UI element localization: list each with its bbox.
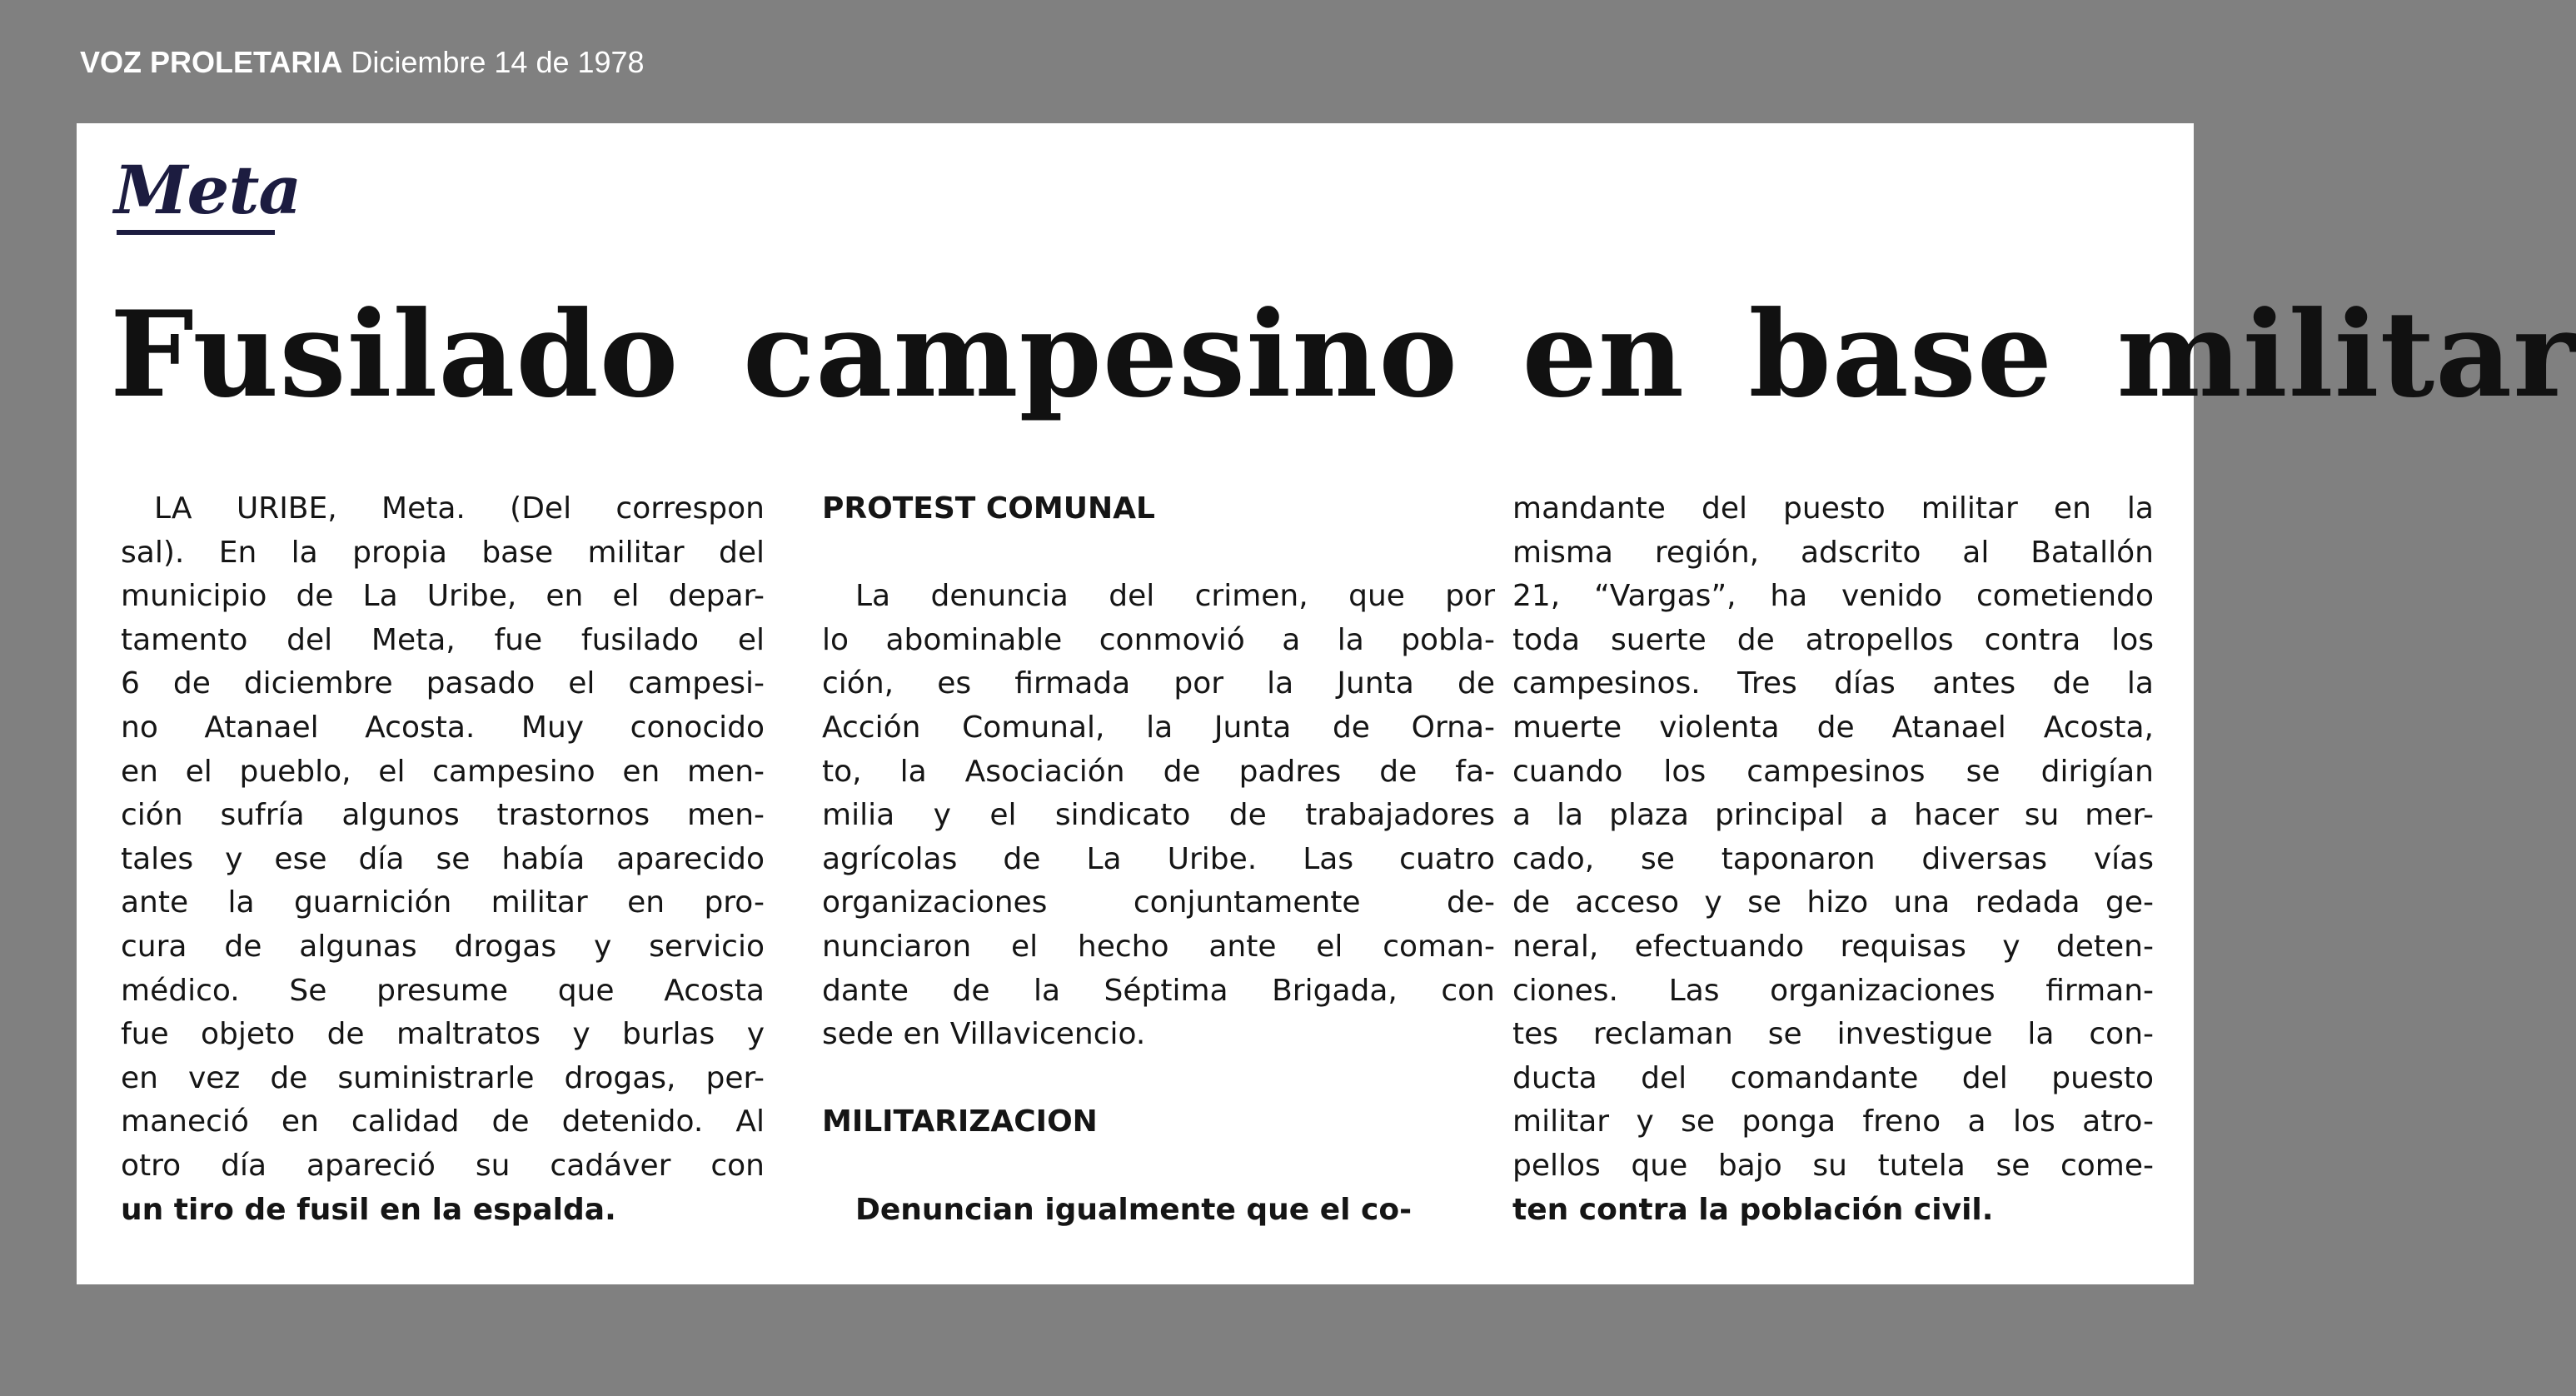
body-line: LA URIBE, Meta. (Del correspon — [154, 491, 765, 526]
body-line: tes reclaman se investigue la con- — [1512, 1017, 2154, 1052]
body-line: campesinos. Tres días antes de la — [1512, 666, 2154, 701]
body-line: cuando los campesinos se dirigían — [1512, 754, 2154, 789]
newspaper-clipping — [77, 123, 2576, 1284]
body-line: médico. Se presume que Acosta — [121, 973, 765, 1008]
body-line: agrícolas de La Uribe. Las cuatro — [822, 841, 1495, 876]
article-column-1 — [121, 487, 765, 1232]
article-column-2 — [822, 487, 1495, 1232]
subhead-militarizacion: MILITARIZACION — [822, 1104, 1098, 1139]
body-line: militar y se ponga freno a los atro- — [1512, 1104, 2154, 1139]
body-line: neral, efectuando requisas y deten- — [1512, 929, 2154, 964]
body-line: sal). En la propia base militar del — [121, 535, 765, 570]
body-line: ción, es firmada por la Junta de — [822, 666, 1495, 701]
body-line: milia y el sindicato de trabajadores — [822, 798, 1495, 833]
paragraph-spacer — [822, 1057, 1495, 1101]
body-line: ción sufría algunos trastornos men- — [121, 798, 765, 833]
body-line: lo abominable conmovió a la pobla- — [822, 622, 1495, 657]
publication-caption — [80, 45, 645, 80]
body-line: en el pueblo, el campesino en men- — [121, 754, 765, 789]
publication-name: VOZ PROLETARIA — [80, 45, 343, 79]
section-underline — [117, 230, 275, 235]
body-line: 21, “Vargas”, ha venido cometiendo — [1512, 579, 2154, 614]
body-line: municipio de La Uribe, en el depar- — [121, 579, 765, 614]
body-line: mandante del puesto militar en la — [1512, 491, 2154, 526]
body-line: maneció en calidad de detenido. Al — [121, 1104, 765, 1139]
subhead-protesta-comunal: PROTEST COMUNAL — [822, 491, 1155, 526]
body-line: ciones. Las organizaciones firman- — [1512, 973, 2154, 1008]
body-line: cado, se taponaron diversas vías — [1512, 841, 2154, 876]
body-line: dante de la Séptima Brigada, con — [822, 973, 1495, 1008]
article-column-3 — [1512, 487, 2154, 1232]
body-line: Denuncian igualmente que el co- — [855, 1192, 1413, 1227]
paragraph-spacer — [822, 531, 1495, 576]
section-label: Meta — [114, 151, 301, 229]
body-line: to, la Asociación de padres de fa- — [822, 754, 1495, 789]
body-line: otro día apareció su cadáver con — [121, 1148, 765, 1183]
body-line: tamento del Meta, fue fusilado el — [121, 622, 765, 657]
body-line: Acción Comunal, la Junta de Orna- — [822, 710, 1495, 745]
body-line: cura de algunas drogas y servicio — [121, 929, 765, 964]
body-line: de acceso y se hizo una redada ge- — [1512, 885, 2154, 920]
body-line: sede en Villavicencio. — [822, 1017, 1146, 1052]
body-line: fue objeto de maltratos y burlas y — [121, 1017, 765, 1052]
publication-date: Diciembre 14 de 1978 — [351, 45, 645, 79]
body-line: un tiro de fusil en la espalda. — [121, 1192, 616, 1227]
body-line: organizaciones conjuntamente de- — [822, 885, 1495, 920]
body-line: no Atanael Acosta. Muy conocido — [121, 710, 765, 745]
headline: Fusilado campesino en base militar — [110, 286, 2576, 424]
body-line: pellos que bajo su tutela se come- — [1512, 1148, 2154, 1183]
body-line: muerte violenta de Atanael Acosta, — [1512, 710, 2154, 745]
body-line: a la plaza principal a hacer su mer- — [1512, 798, 2154, 833]
body-line: misma región, adscrito al Batallón — [1512, 535, 2154, 570]
body-line: tales y ese día se había aparecido — [121, 841, 765, 876]
paragraph-spacer — [822, 1144, 1495, 1189]
body-line: ten contra la población civil. — [1512, 1192, 1994, 1227]
body-line: en vez de suministrarle drogas, per- — [121, 1060, 765, 1095]
body-line: ante la guarnición militar en pro- — [121, 885, 765, 920]
body-line: 6 de diciembre pasado el campesi- — [121, 666, 765, 701]
body-line: ducta del comandante del puesto — [1512, 1060, 2154, 1095]
body-line: La denuncia del crimen, que por — [855, 579, 1495, 614]
body-line: nunciaron el hecho ante el coman- — [822, 929, 1495, 964]
body-line: toda suerte de atropellos contra los — [1512, 622, 2154, 657]
